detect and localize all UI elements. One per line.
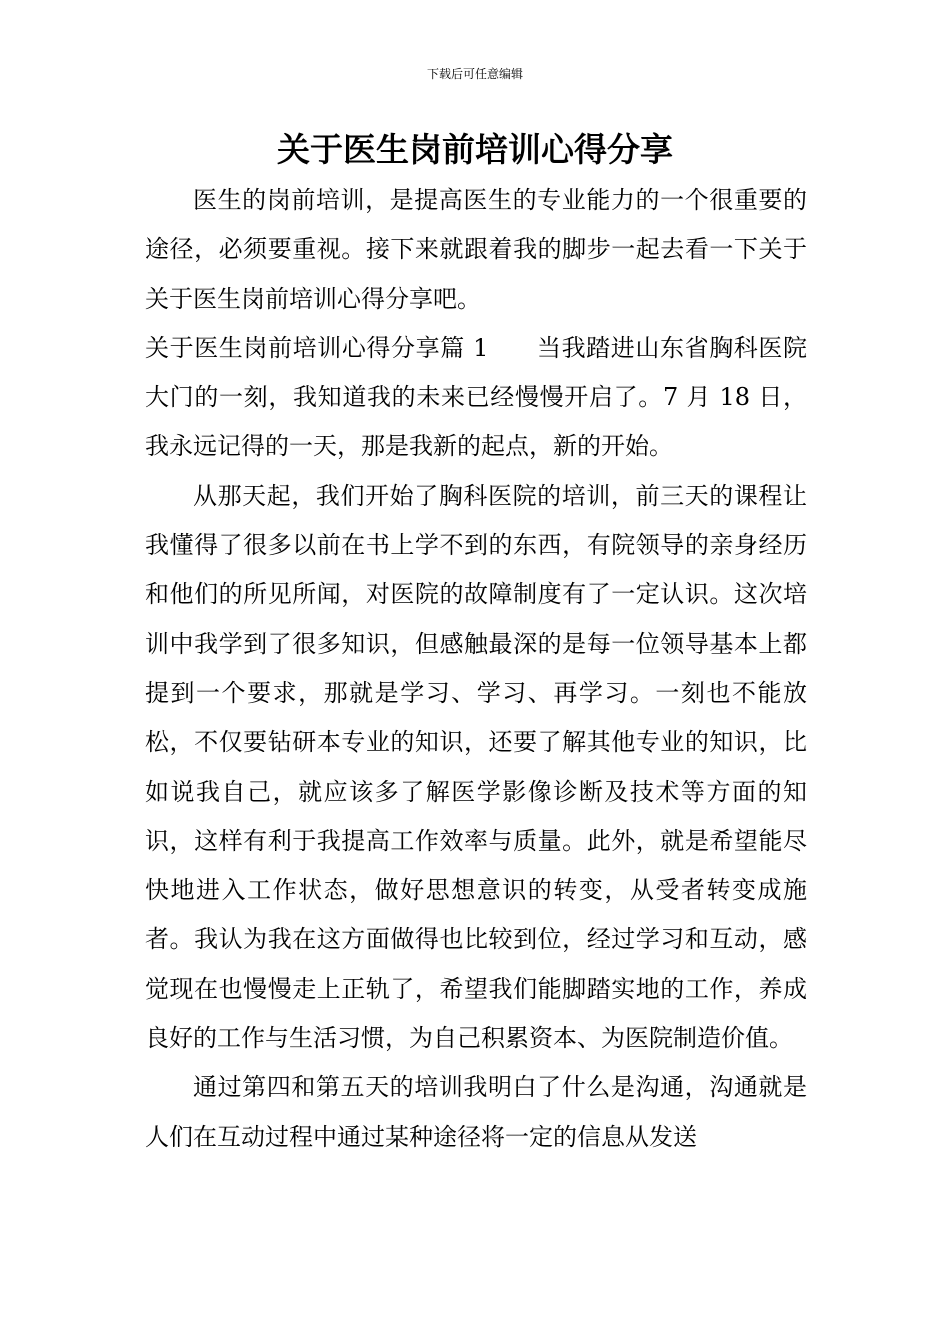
body-paragraph-1: 从那天起，我们开始了胸科医院的培训，前三天的课程让我懂得了很多以前在书上学不到的东西，有院领导的亲身经历和他们的所见所闻，对医院的故障制度有了一定认识。这次培训中我学到了很多知识，但感触最深的是每一位领导基本上都提到一个要求，那就是学习、学习、再学习。一刻也不能放松，不仅要钻研本专业的知识，还要了解其他专业的知识，比如说我自己，就应该多了解医学影像诊断及技术等方面的知识，这样有利于我提高工作效率与质量。此外，就是希望能尽快地进入工作状态，做好思想意识的转变，从受者转变成施者。我认为我在这方面做得也比较到位，经过学习和互动，感觉现在也慢慢走上正轨了，希望我们能脚踏实地的工作，养成良好的工作与生活习惯，为自己积累资本、为医院制造价值。 xyxy=(145,481,807,1053)
document-body xyxy=(145,176,807,1162)
section-1-text: 当我踏进山东省胸科医院大门的一刻，我知道我的未来已经慢慢开启了。7 月 18 日，我永远记得的一天，那是我新的起点，新的开始。 xyxy=(145,333,807,461)
document-title: 关于医生岗前培训心得分享 xyxy=(277,130,673,169)
body-paragraph-2: 通过第四和第五天的培训我明白了什么是沟通，沟通就是人们在互动过程中通过某种途径将一定的信息从发送 xyxy=(145,1073,807,1151)
section-heading: 关于医生岗前培训心得分享篇 1 xyxy=(145,333,489,362)
section-1-paragraph xyxy=(145,324,807,472)
header-note: 下载后可任意编辑 xyxy=(426,67,523,81)
intro-paragraph: 医生的岗前培训，是提高医生的专业能力的一个很重要的途径，必须要重视。接下来就跟着我的脚步一起去看一下关于关于医生岗前培训心得分享吧。 xyxy=(145,186,807,313)
